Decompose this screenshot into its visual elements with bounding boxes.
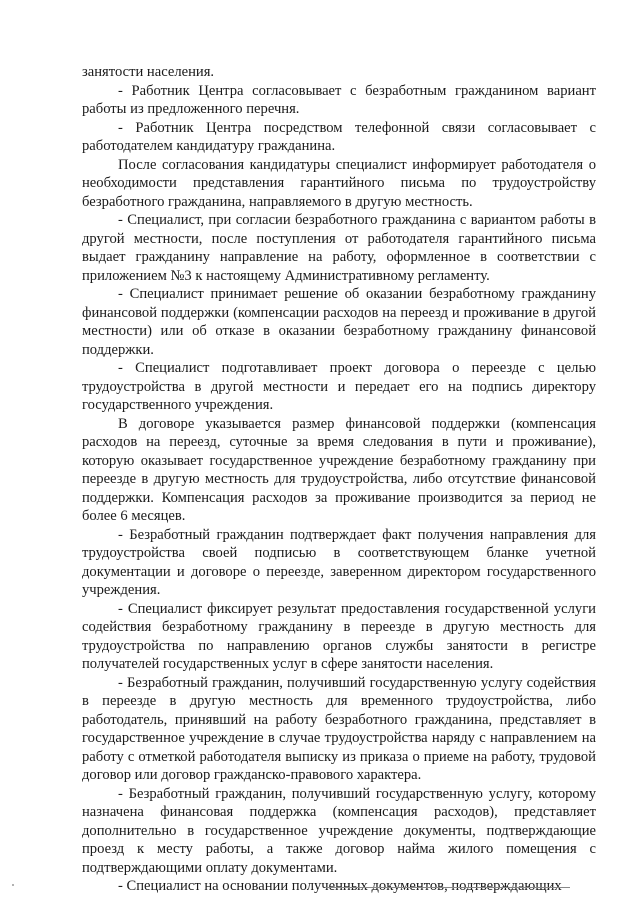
paragraph-signature-confirmation: - Безработный гражданин подтверждает факт получения направления для трудоустройства своей подписью в соответствующем бланке учетной документации и договоре о переезде, заверенном директором государственного учреждения. <box>82 526 596 598</box>
paragraph-employment-documents: - Безработный гражданин, получивший государственную услугу содействия в переезде в другую местность для временного трудоустройства, либо работодатель, принявший на работу безработного гражданина, представляет в государственное учреждение в случае трудоустройства наряду с направлением на работу с отметкой работодателя выписку из приказа о приеме на работу, трудовой договор или договор гражданско-правового характера. <box>82 674 596 783</box>
paragraph-continuation: занятости населения. <box>82 64 215 80</box>
paragraph-agree-vacancy: - Работник Центра согласовывает с безработным гражданином вариант работы из предложенного перечня. <box>82 82 596 117</box>
paragraph-draft-contract: - Специалист подготавливает проект договора о переезде с целью трудоустройства в другой местности и передает его на подпись директору государственного учреждения. <box>82 360 596 413</box>
paragraph-register-result: - Специалист фиксирует результат предоставления государственной услуги содействия безработному гражданину в переезде в другую местность для трудоустройства по направлению органов службы занятости в регистре получателей государственных услуг в сфере занятости населения. <box>82 600 596 672</box>
paragraph-specialist-basis: - Специалист на основании полученных документов, подтверждающих <box>118 878 562 894</box>
paragraph-phone-agreement: - Работник Центра посредством телефонной связи согласовывает с работодателем кандидатуру гражданина. <box>82 119 596 154</box>
paragraph-guarantee-letter: После согласования кандидатуры специалист информирует работодателя о необходимости представления гарантийного письма по трудоустройству безработного гражданина, направляемого в другую местность. <box>82 156 596 210</box>
paragraph-issue-referral: - Специалист, при согласии безработного гражданина с вариантом работы в другой местности, после поступления от работодателя гарантийного письма выдает гражданину направление на работу, оформленное в соответствии с приложением №3 к настоящему Административному регламенту. <box>82 212 596 284</box>
paragraph-contract-terms: В договоре указывается размер финансовой поддержки (компенсация расходов на переезд, суточные за время следования в пути и проживание), которую оказывает государственное учреждение безработному гражданину при переезде в другую местность для трудоустройства, либо отсутствие финансовой поддержки. Компенсация расходов за проживание производится за период не более 6 месяцев. <box>82 415 596 524</box>
scan-speck <box>12 884 14 886</box>
paragraph-expense-documents: - Безработный гражданин, получивший государственную услугу, которому назначена финансовая поддержка (компенсация расходов), представляет дополнительно в государственное учреждение документы, подтверждающие проезд к месту работы, а также договор найма жилого помещения с подтверждающими оплату документами. <box>82 785 596 876</box>
document-body <box>82 63 596 896</box>
footer-rule <box>326 887 570 888</box>
paragraph-financial-decision: - Специалист принимает решение об оказании безработному гражданину финансовой поддержки (компенсации расходов на переезд и проживание в другой местности) или об отказе в оказании безработному гражданину финансовой поддержки. <box>82 286 596 358</box>
